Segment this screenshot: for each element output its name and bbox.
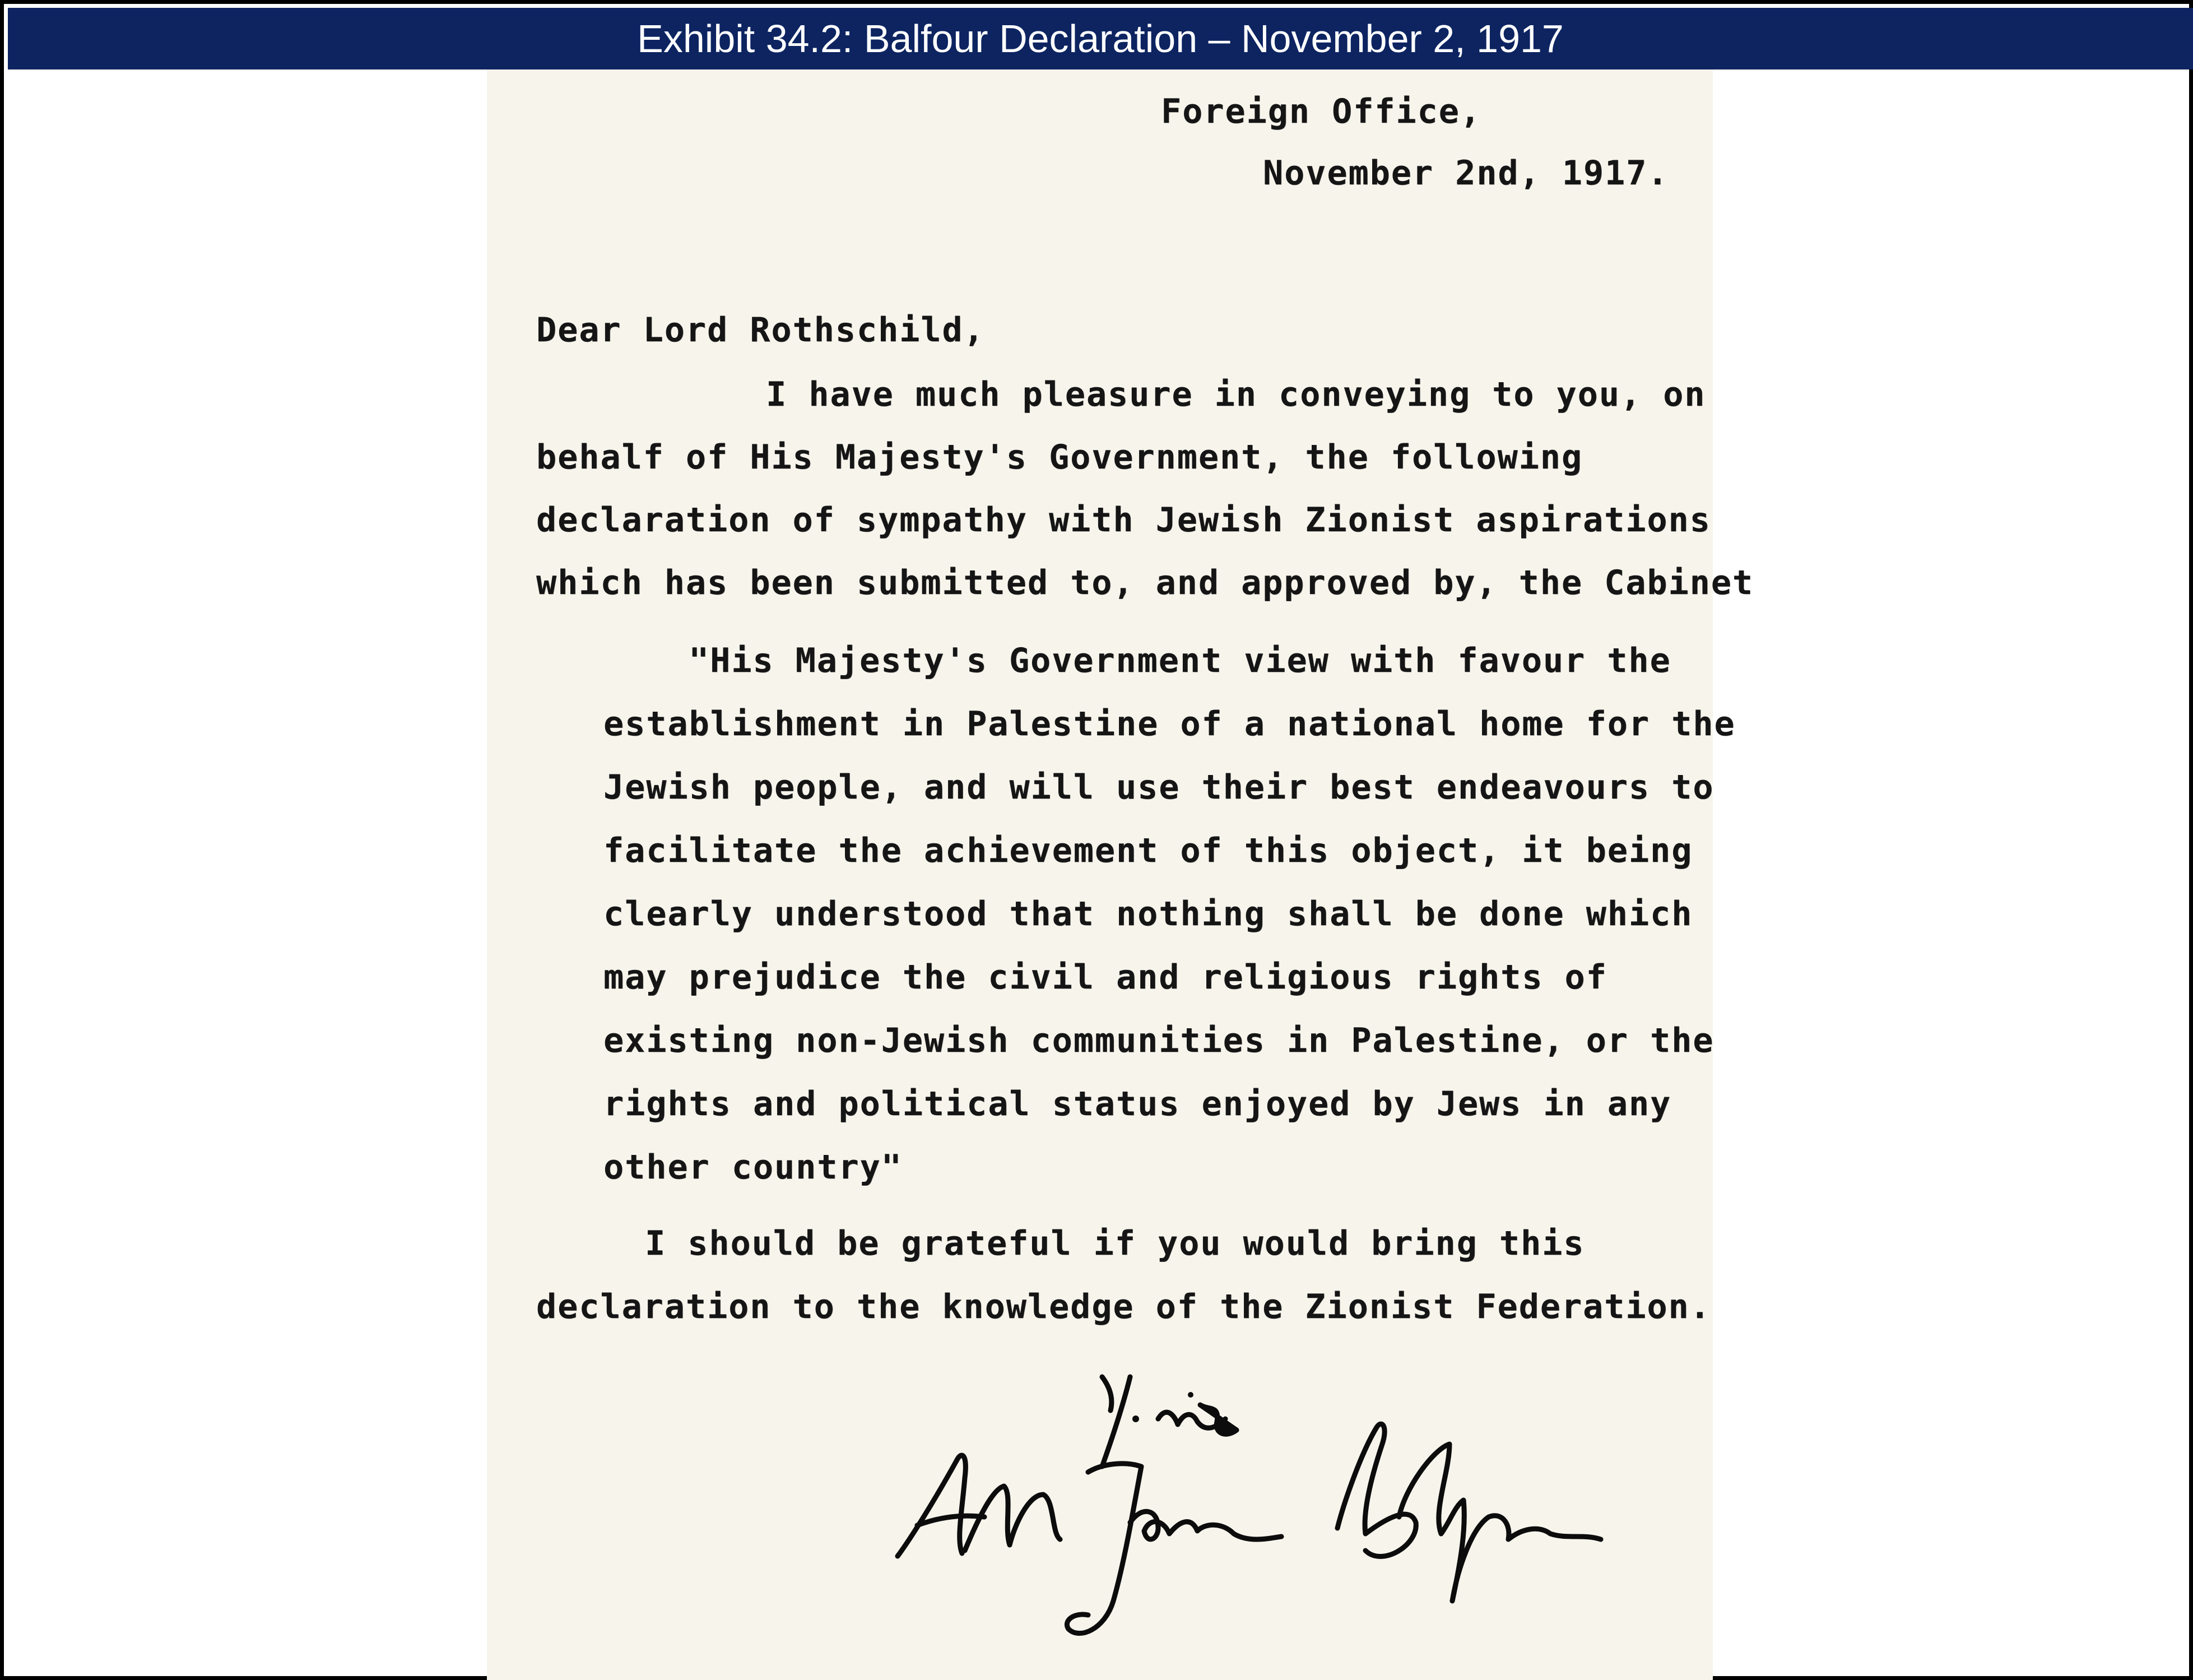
declaration-line: establishment in Palestine of a national home for the	[603, 704, 1736, 744]
declaration-line: "His Majesty's Government view with favour the	[689, 641, 1671, 680]
declaration-line: facilitate the achievement of this object, it being	[603, 831, 1693, 870]
declaration-line: Jewish people, and will use their best endeavours to	[603, 768, 1715, 807]
closing-line: I should be grateful if you would bring this	[645, 1224, 1585, 1263]
intro-line: I have much pleasure in conveying to you, on	[766, 375, 1706, 414]
letter-salutation: Dear Lord Rothschild,	[536, 310, 985, 350]
declaration-line: existing non-Jewish communities in Palestine, or the	[603, 1021, 1715, 1060]
exhibit-title: Exhibit 34.2: Balfour Declaration – November 2, 1917	[8, 8, 2193, 69]
letter-office: Foreign Office,	[1161, 92, 1481, 131]
intro-line: which has been submitted to, and approved by, the Cabinet	[536, 563, 1754, 602]
declaration-line: rights and political status enjoyed by Jews in any	[603, 1084, 1672, 1124]
closing-line: declaration to the knowledge of the Zionist Federation.	[536, 1287, 1711, 1326]
declaration-line: may prejudice the civil and religious rights of	[603, 958, 1607, 997]
declaration-line: clearly understood that nothing shall be done which	[603, 894, 1693, 934]
declaration-line: other country"	[603, 1148, 903, 1187]
intro-line: behalf of His Majesty's Government, the following	[536, 438, 1583, 477]
letter-date: November 2nd, 1917.	[1263, 154, 1669, 193]
handwritten-signature	[895, 1366, 1640, 1657]
intro-line: declaration of sympathy with Jewish Zionist aspirations	[536, 500, 1711, 540]
